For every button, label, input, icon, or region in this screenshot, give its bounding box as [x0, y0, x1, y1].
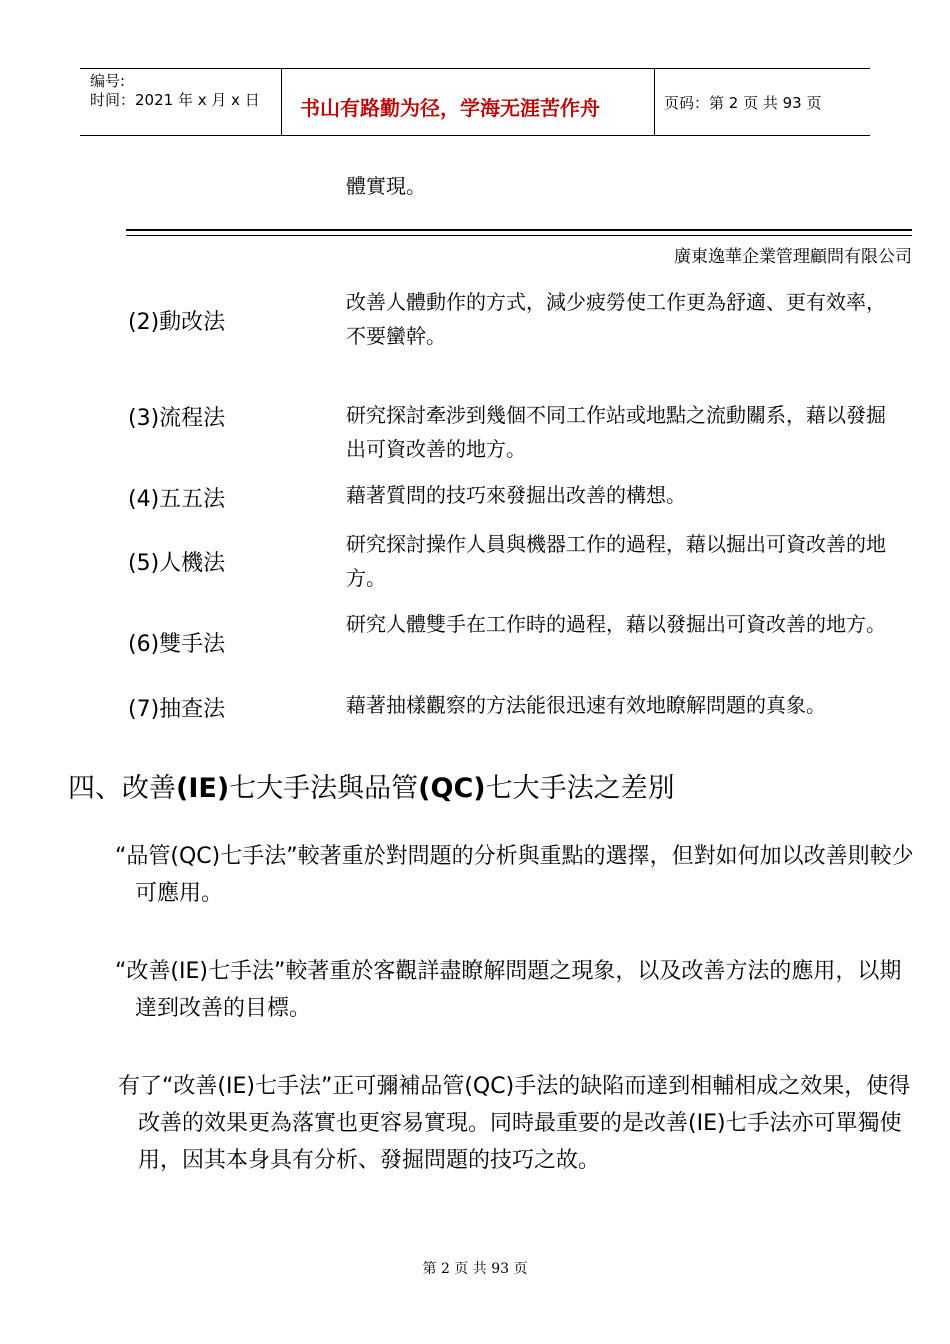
paragraph: 有了“改善(IE)七手法”正可彌補品管(QC)手法的缺陷而達到相輔相成之效果，使得改善的效果更為落實也更容易實現。同時最重要的是改善(IE)七手法亦可單獨使用，因其本身具有分析、發掘問題的技巧之故。 [118, 1074, 911, 1173]
header-top-rule [80, 68, 870, 69]
method-name: (5)人機法 [128, 551, 226, 576]
method-name: (4)五五法 [128, 487, 226, 512]
method-description: 研究探討牽涉到幾個不同工作站或地點之流動關系，藉以發掘出可資改善的地方。 [346, 403, 886, 461]
divider-rule [126, 235, 912, 236]
method-description: 研究人體雙手在工作時的過程，藉以發掘出可資改善的地方。 [346, 612, 886, 636]
header-divider [654, 68, 655, 136]
section-title-part: 七大手法與品管 [229, 773, 419, 804]
method-description: 改善人體動作的方式，減少疲勞使工作更為舒適、更有效率，不要蠻幹。 [346, 290, 886, 348]
section-title-part: 七大手法之差別 [485, 773, 675, 804]
continued-text: 體實現。 [346, 174, 426, 198]
section-title-part: (QC) [418, 773, 486, 804]
section-title [68, 766, 675, 805]
company-name: 廣東逸華企業管理顧問有限公司 [674, 247, 912, 267]
method-name: (7)抽查法 [128, 697, 226, 722]
method-description: 藉著質問的技巧來發掘出改善的構想。 [346, 483, 686, 507]
method-description: 研究探討操作人員與機器工作的過程，藉以掘出可資改善的地方。 [346, 532, 886, 590]
method-name: (3)流程法 [128, 406, 226, 431]
paragraph: “品管(QC)七手法”較著重於對問題的分析與重點的選擇，但對如何加以改善則較少可應用。 [115, 844, 914, 906]
header-divider [281, 68, 282, 136]
method-name: (6)雙手法 [128, 632, 226, 657]
document-date-label: 时间：2021 年 x 月 x 日 [90, 91, 260, 109]
page-footer: 第 2 页 共 93 页 [422, 1261, 528, 1277]
document-number-label: 编号: [90, 72, 126, 90]
divider-rule [126, 229, 912, 231]
header-page-info: 页码：第 2 页 共 93 页 [664, 94, 822, 112]
section-title-part: 四、改善 [68, 773, 176, 804]
section-title-part: (IE) [176, 773, 230, 804]
method-description: 藉著抽樣觀察的方法能很迅速有效地瞭解問題的真象。 [346, 693, 826, 717]
header-motto: 书山有路勤为径，学海无涯苦作舟 [300, 96, 600, 120]
method-name: (2)動改法 [128, 310, 226, 335]
paragraph: “改善(IE)七手法”較著重於客觀詳盡瞭解問題之現象，以及改善方法的應用，以期達到改善的目標。 [115, 959, 902, 1021]
header-bottom-rule [80, 135, 870, 136]
